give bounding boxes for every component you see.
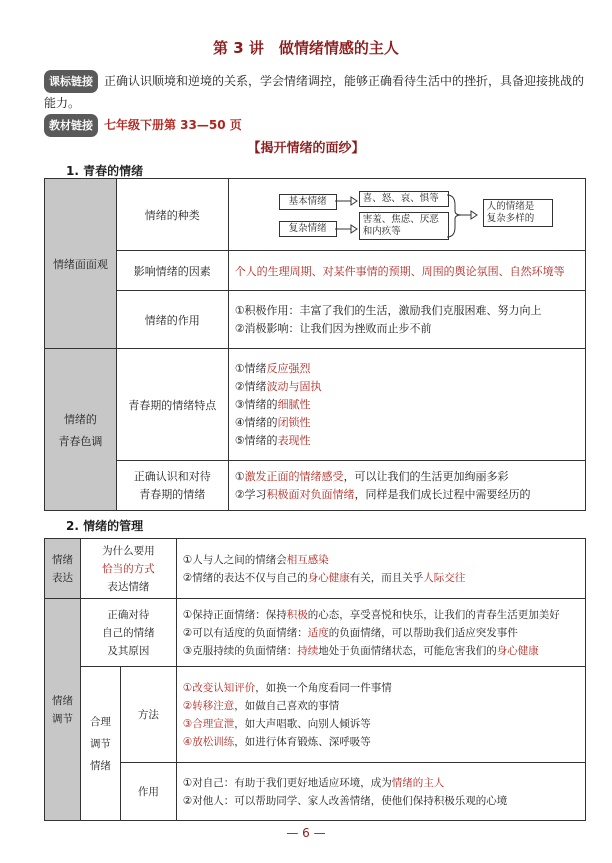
row-label: 情绪的作用 xyxy=(116,291,228,349)
emotion-management-table xyxy=(44,538,586,821)
row-label: 正确认识和对待 青春期的情绪 xyxy=(116,461,228,511)
basic-emotion-box: 基本情绪 xyxy=(279,194,337,210)
table-row xyxy=(45,599,586,667)
jiaocai-tag: 教材链接 xyxy=(44,114,98,137)
kebiao-paragraph xyxy=(44,70,584,114)
row-content: ①情绪反应强烈 ②情绪波动与固执 ③情绪的细腻性 ④情绪的闭锁性 ⑤情绪的表现性 xyxy=(228,349,585,461)
table-row xyxy=(45,291,586,349)
page-title: 第 3 讲 做情绪情感的主人 xyxy=(213,39,399,57)
page-number: — 6 — xyxy=(286,826,326,840)
section-title: 【揭开情绪的面纱】 xyxy=(247,141,365,156)
basic-list-box: 喜、怒、哀、惧等 xyxy=(359,191,449,207)
arrow-icon xyxy=(445,187,481,243)
row-content: ①激发正面的情绪感受，可以让我们的生活更加绚丽多彩 ②学习积极面对负面情绪，同样是我们成长过程中需要经历的 xyxy=(228,461,585,511)
row-label: 为什么要用 恰当的方式 表达情绪 xyxy=(80,539,176,599)
table-row xyxy=(45,461,586,511)
part2-heading: 2. 情绪的管理 xyxy=(66,519,144,533)
complex-emotion-box: 复杂情绪 xyxy=(279,221,337,237)
row-label: 正确对待 自己的情绪 及其原因 xyxy=(80,599,176,667)
table-row xyxy=(45,349,586,461)
jiaocai-paragraph xyxy=(44,114,584,137)
row-content: ①改变认知评价，如换一个角度看同一件事情 ②转移注意，如做自己喜欢的事情 ③合理宣泄，如大声唱歌、向别人倾诉等 ④放松训练，如进行体育锻炼、深呼吸等 xyxy=(176,667,585,763)
row-label: 方法 xyxy=(120,667,176,763)
result-box: 人的情绪是 复杂多样的 xyxy=(483,199,553,227)
complex-list-box: 害羞、焦虑、厌恶 和内疚等 xyxy=(359,212,449,240)
table-row xyxy=(45,251,586,291)
table-row xyxy=(45,763,586,821)
row-label: 合理 调节 情绪 xyxy=(80,667,120,821)
row-label: 作用 xyxy=(120,763,176,821)
row-label: 影响情绪的因素 xyxy=(116,251,228,291)
group-header: 情绪 表达 xyxy=(45,539,81,599)
group-header: 情绪的 青春色调 xyxy=(45,349,117,511)
row-content: ①积极作用：丰富了我们的生活，激励我们克服困难、努力向上 ②消极影响：让我们因为挫败而止步不前 xyxy=(228,291,585,349)
emotion-types-diagram xyxy=(228,179,585,251)
row-content: ①人与人之间的情绪会相互感染 ②情绪的表达不仅与自己的身心健康有关，而且关乎人际交往 xyxy=(176,539,585,599)
table-row xyxy=(45,667,586,763)
group-header: 情绪 调节 xyxy=(45,599,81,821)
row-content: ①对自己：有助于我们更好地适应环境，成为情绪的主人 ②对他人：可以帮助同学、家人改善情绪，使他们保持积极乐观的心境 xyxy=(176,763,585,821)
row-label: 青春期的情绪特点 xyxy=(116,349,228,461)
part1-heading: 1. 青春的情绪 xyxy=(66,164,144,178)
emotion-table xyxy=(44,178,586,511)
jiaocai-text: 七年级下册第 33—50 页 xyxy=(104,118,242,132)
kebiao-tag: 课标链接 xyxy=(44,70,98,93)
kebiao-text: 正确认识顺境和逆境的关系，学会情绪调控，能够正确看待生活中的挫折，具备迎接挑战的能力。 xyxy=(44,74,585,110)
table-row xyxy=(45,539,586,599)
row-label: 情绪的种类 xyxy=(116,179,228,251)
table-row xyxy=(45,179,586,251)
arrow-icon xyxy=(333,191,359,241)
row-content: ①保持正面情绪：保持积极的心态，享受喜悦和快乐，让我们的青春生活更加美好 ②可以有适度的负面情绪：适度的负面情绪，可以帮助我们适应突发事件 ③克服持续的负面情绪：持续地处于负面情绪状态，可能危害我们的身心健康 xyxy=(176,599,585,667)
row-content: 个人的生理周期、对某件事情的预期、周围的舆论氛围、自然环境等 xyxy=(228,251,585,291)
group-header: 情绪面面观 xyxy=(45,179,117,349)
